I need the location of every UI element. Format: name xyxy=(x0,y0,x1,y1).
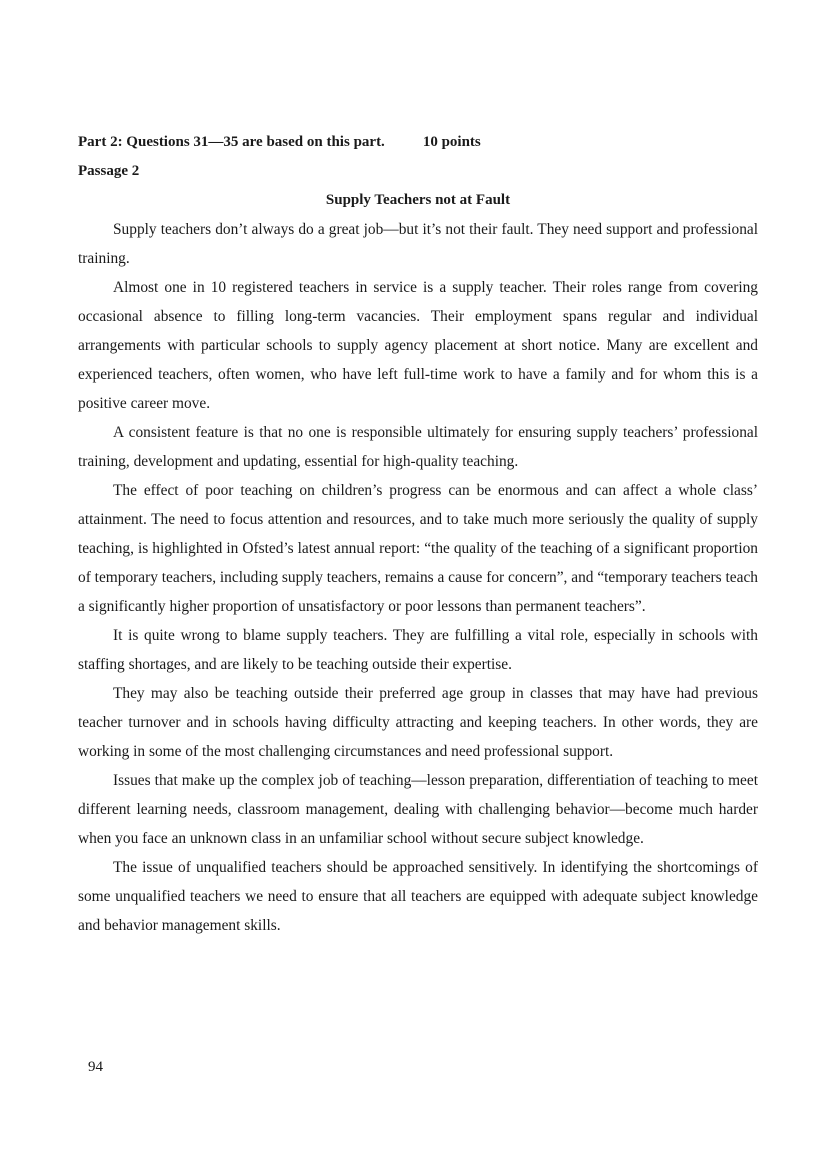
paragraph-7: Issues that make up the complex job of teaching—lesson preparation, differentiation of teaching to meet different learning needs, classroom management, dealing with challenging behavior—become much harder when you face an unknown class in an unfamiliar school without secure subject knowledge. xyxy=(78,772,758,847)
paragraph-5: It is quite wrong to blame supply teachers. They are fulfilling a vital role, especially in schools with staffing shortages, and are likely to be teaching outside their expertise. xyxy=(78,627,758,673)
paragraph-4: The effect of poor teaching on children’s progress can be enormous and can affect a whole class’ attainment. The need to focus attention and resources, and to take much more seriously the quality of supply teaching, is highlighted in Ofsted’s latest annual report: “the quality of the teaching of a significant proportion of temporary teachers, including supply teachers, remains a cause for concern”, and “temporary teachers teach a significantly higher proportion of unsatisfactory or poor lessons than permanent teachers”. xyxy=(78,482,758,615)
page-number: 94 xyxy=(88,1059,103,1075)
paragraph-2: Almost one in 10 registered teachers in service is a supply teacher. Their roles range from covering occasional absence to filling long-term vacancies. Their employment spans regular and individual arrangements with particular schools to supply agency placement at short notice. Many are excellent and experienced teachers, often women, who have left full-time work to have a family and for whom this is a positive career move. xyxy=(78,279,758,412)
paragraph-3: A consistent feature is that no one is responsible ultimately for ensuring supply teachers’ professional training, development and updating, essential for high-quality teaching. xyxy=(78,424,758,470)
part-instruction: Part 2: Questions 31—35 are based on this part. xyxy=(78,134,385,150)
paragraph-1: Supply teachers don’t always do a great job—but it’s not their fault. They need support and professional training. xyxy=(78,221,758,267)
paragraph-6: They may also be teaching outside their preferred age group in classes that may have had previous teacher turnover and in schools having difficulty attracting and keeping teachers. In other words, they are working in some of the most challenging circumstances and need professional support. xyxy=(78,685,758,760)
article-title: Supply Teachers not at Fault xyxy=(325,192,511,208)
document-page xyxy=(78,128,758,940)
points-label: 10 points xyxy=(422,134,481,150)
paragraph-8: The issue of unqualified teachers should be approached sensitively. In identifying the shortcomings of some unqualified teachers we need to ensure that all teachers are equipped with adequate subject knowledge and behavior management skills. xyxy=(78,859,758,934)
part-header xyxy=(78,128,758,157)
passage-label: Passage 2 xyxy=(78,163,140,179)
